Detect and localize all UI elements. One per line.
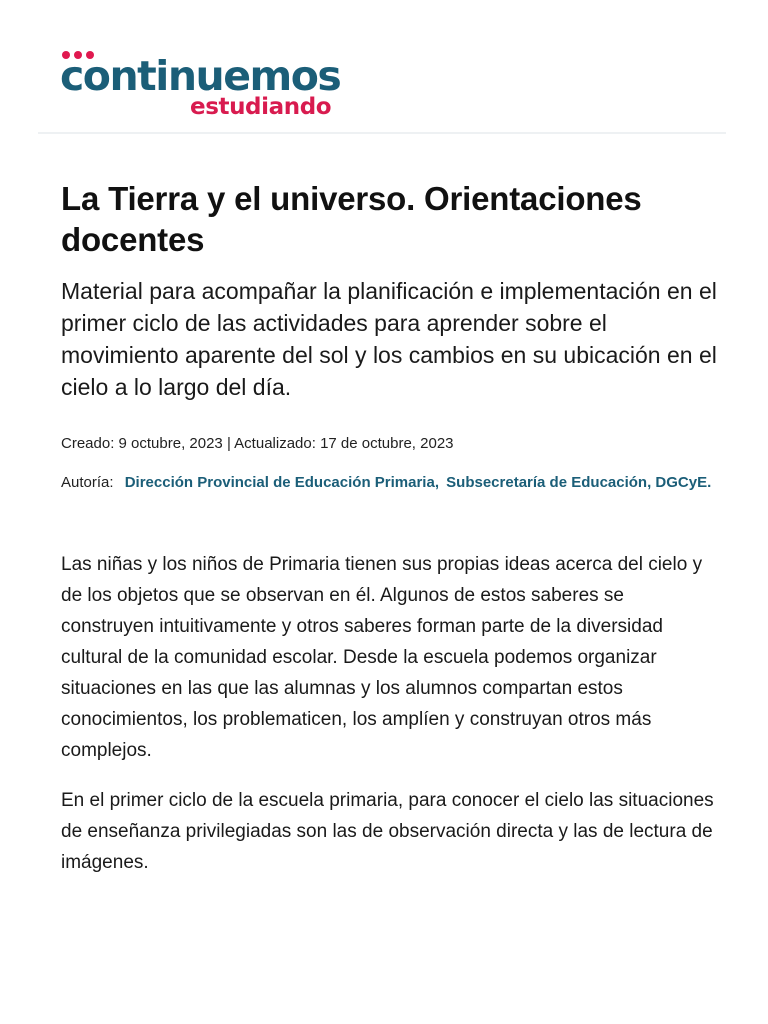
article-dates: Creado: 9 octubre, 2023 | Actualizado: 17 de octubre, 2023 — [61, 435, 454, 452]
site-logo[interactable] — [60, 46, 360, 126]
authors-label: Autoría: — [61, 474, 114, 491]
logo-main-text: continuemos — [60, 52, 341, 100]
page-title: La Tierra y el universo. Orientaciones docentes — [61, 180, 642, 258]
body-paragraph: En el primer ciclo de la escuela primaria, para conocer el cielo las situaciones de enseñanza privilegiadas son las de observación directa y las de lectura de imágenes. — [61, 790, 714, 873]
article — [61, 178, 721, 897]
author-link-subsecretaria[interactable]: Subsecretaría de Educación, DGCyE. — [446, 474, 712, 491]
article-authors — [61, 467, 721, 498]
author-link-direccion-primaria[interactable]: Dirección Provincial de Educación Primaria, — [124, 474, 439, 491]
body-paragraph: Las niñas y los niños de Primaria tienen sus propias ideas acerca del cielo y de los objetos que se observan en él. Algunos de estos saberes se construyen intuitivamente y otros saberes forman parte de la diversidad cultural de la comunidad escolar. Desde la escuela podemos organizar situaciones en las que las alumnas y los alumnos compartan estos conocimientos, los problematicen, los amplíen y construyan otros más complejos. — [61, 554, 703, 761]
logo-sub-text: estudiando — [190, 94, 332, 120]
article-body — [61, 549, 721, 878]
site-header — [38, 0, 726, 134]
article-subtitle: Material para acompañar la planificación e implementación en el primer ciclo de las actividades para aprender sobre el movimiento aparente del sol y los cambios en su ubicación en el cielo a lo largo del día. — [61, 278, 717, 400]
